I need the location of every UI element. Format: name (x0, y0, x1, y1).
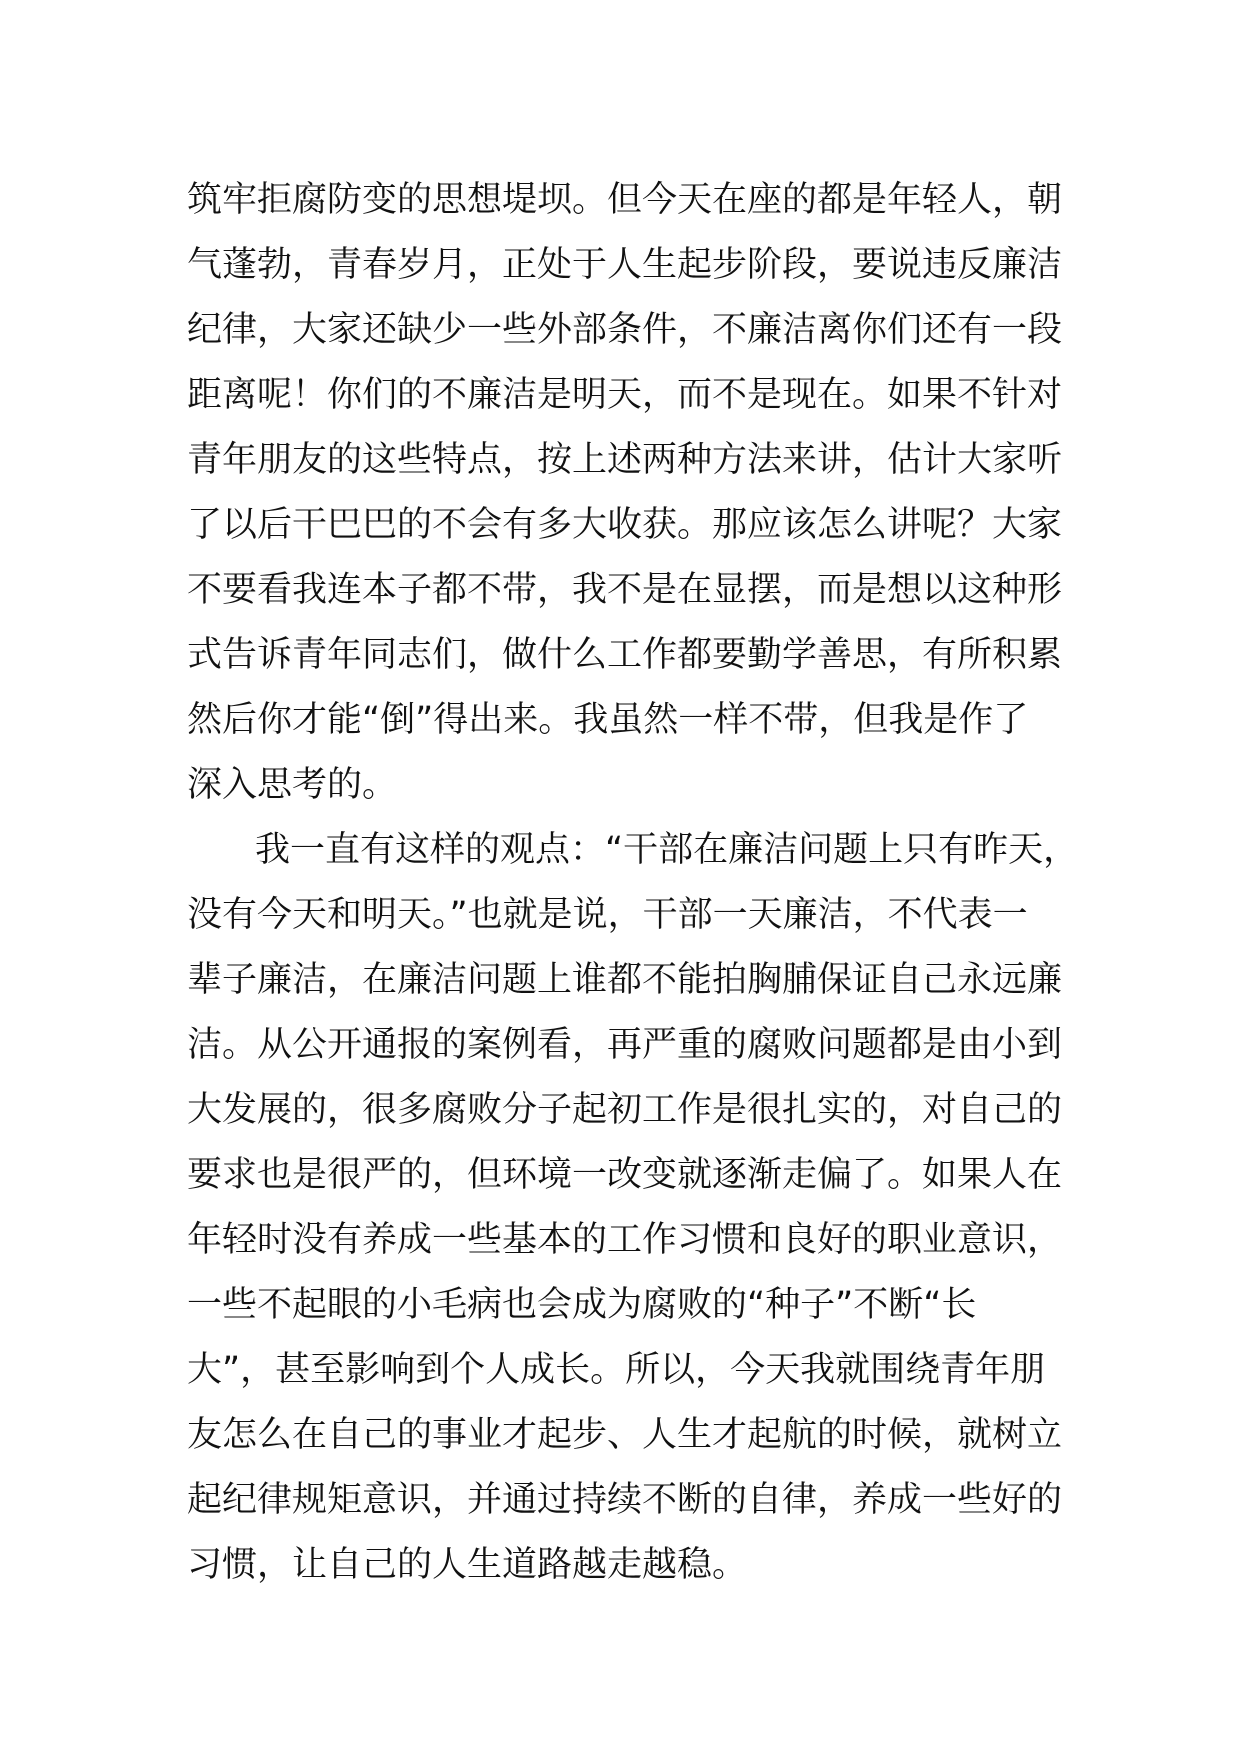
text-line: 要求也是很严的，但环境一改变就逐渐走偏了。如果人在 (187, 1155, 1063, 1195)
text-line: 距离呢！你们的不廉洁是明天，而不是现在。如果不针对 (187, 375, 1063, 415)
text-line: 友怎么在自己的事业才起步、人生才起航的时候，就树立 (187, 1415, 1063, 1455)
text-line: 纪律，大家还缺少一些外部条件，不廉洁离你们还有一段 (187, 310, 1063, 350)
paragraph-2 (187, 818, 1087, 1598)
text-line: 习惯，让自己的人生道路越走越稳。 (187, 1545, 748, 1585)
text-line: 我一直有这样的观点：“干部在廉洁问题上只有昨天， (255, 830, 1079, 870)
text-line: 筑牢拒腐防变的思想堤坝。但今天在座的都是年轻人，朝 (187, 180, 1063, 220)
text-line: 深入思考的。 (187, 765, 398, 805)
text-line: 起纪律规矩意识，并通过持续不断的自律，养成一些好的 (187, 1480, 1063, 1520)
text-line: 辈子廉洁，在廉洁问题上谁都不能拍胸脯保证自己永远廉 (187, 960, 1063, 1000)
body-text (187, 168, 1087, 1598)
text-line: 大”，甚至影响到个人成长。所以，今天我就围绕青年朋 (187, 1350, 1046, 1390)
text-line: 没有今天和明天。”也就是说，干部一天廉洁，不代表一 (187, 895, 1028, 935)
text-line: 气蓬勃，青春岁月，正处于人生起步阶段，要说违反廉洁 (187, 245, 1063, 285)
text-line: 式告诉青年同志们，做什么工作都要勤学善思，有所积累 (187, 635, 1063, 675)
text-line: 年轻时没有养成一些基本的工作习惯和良好的职业意识， (187, 1220, 1063, 1260)
text-line: 了以后干巴巴的不会有多大收获。那应该怎么讲呢？大家 (187, 505, 1063, 545)
text-line: 大发展的，很多腐败分子起初工作是很扎实的，对自己的 (187, 1090, 1063, 1130)
text-line: 然后你才能“倒”得出来。我虽然一样不带，但我是作了 (187, 700, 1029, 740)
text-line: 不要看我连本子都不带，我不是在显摆，而是想以这种形 (187, 570, 1063, 610)
paragraph-1 (187, 168, 1087, 818)
text-line: 洁。从公开通报的案例看，再严重的腐败问题都是由小到 (187, 1025, 1063, 1065)
text-line: 一些不起眼的小毛病也会成为腐败的“种子”不断“长 (187, 1285, 977, 1325)
text-line: 青年朋友的这些特点，按上述两种方法来讲，估计大家听 (187, 440, 1063, 480)
